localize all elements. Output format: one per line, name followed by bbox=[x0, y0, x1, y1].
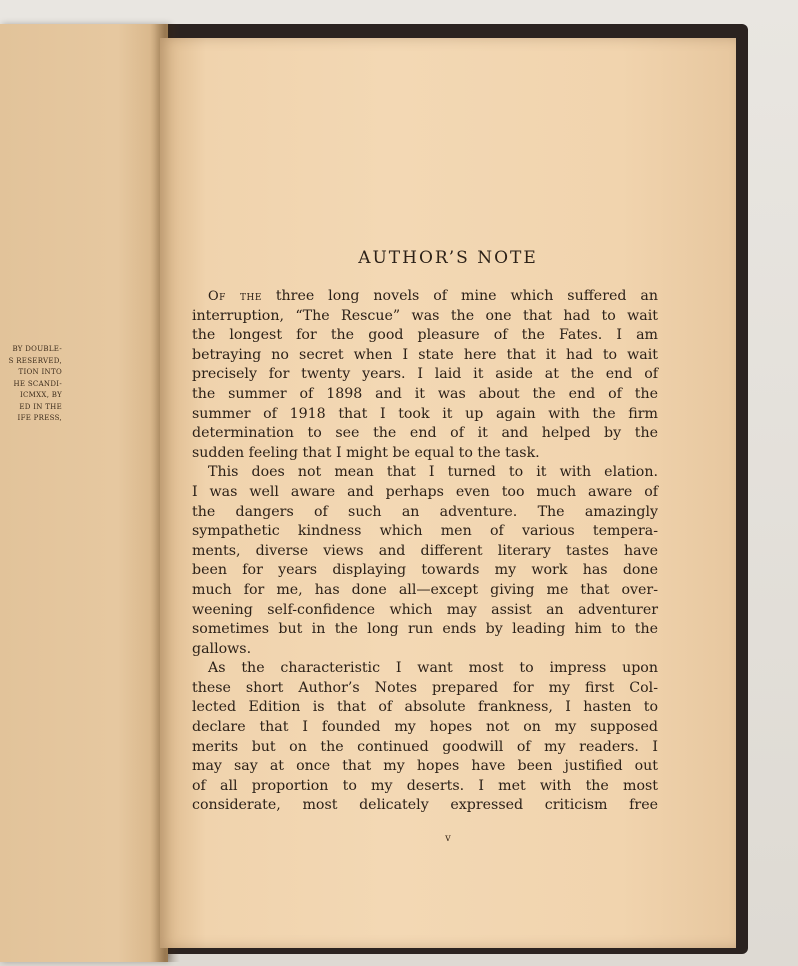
text-line: merits but on the continued goodwill of my readers. I bbox=[192, 738, 658, 755]
paragraph-1 bbox=[192, 287, 658, 463]
text-line: Of the three long novels of mine which suffered an bbox=[208, 288, 658, 304]
text-line: betraying no secret when I state here that it had to wait bbox=[192, 346, 658, 363]
imprint-line: TION INTO bbox=[18, 368, 62, 376]
text-line: declare that I founded my hopes not on my supposed bbox=[192, 719, 658, 736]
imprint-line: ICMXX, BY bbox=[19, 391, 62, 399]
page-title: AUTHOR’S NOTE bbox=[358, 248, 538, 268]
text-line: the dangers of such an adventure. The amazingly bbox=[192, 503, 658, 520]
text-line: gallows. bbox=[192, 640, 252, 657]
paragraph-2 bbox=[192, 463, 658, 659]
text-line: sympathetic kindness which men of various tempera- bbox=[192, 523, 658, 540]
text-line: these short Author’s Notes prepared for my first Col- bbox=[192, 679, 658, 696]
text-line: interruption, “The Rescue” was the one that had to wait bbox=[192, 307, 658, 324]
text-line: This does not mean that I turned to it with elation. bbox=[208, 464, 658, 481]
text-line: As the characteristic I want most to impress upon bbox=[208, 660, 658, 677]
text-line: sudden feeling that I might be equal to the task. bbox=[192, 444, 540, 461]
imprint-line: HE SCANDI- bbox=[13, 379, 62, 388]
text-line: summer of 1918 that I took it up again with the firm bbox=[192, 405, 658, 422]
text-line: determination to see the end of it and helped by the bbox=[192, 425, 658, 442]
text-line: the summer of 1898 and it was about the end of the bbox=[192, 385, 658, 402]
text-line: sometimes but in the long run ends by leading him to the bbox=[192, 621, 658, 638]
text-line: I was well aware and perhaps even too much aware of bbox=[192, 483, 658, 500]
text-line: may say at once that my hopes have been justified out bbox=[192, 758, 658, 775]
text-line: much for me, has done all—except giving me that over- bbox=[192, 581, 658, 598]
text-line: been for years displaying towards my work has done bbox=[192, 562, 658, 579]
text-line: the longest for the good pleasure of the Fates. I am bbox=[192, 327, 658, 344]
text-line: lected Edition is that of absolute frankness, I hasten to bbox=[192, 699, 658, 716]
imprint-line: BY DOUBLE- bbox=[12, 345, 62, 353]
book-cover bbox=[0, 24, 748, 954]
imprint-line: S RESERVED, bbox=[8, 356, 62, 365]
body-text bbox=[192, 287, 658, 816]
text-line: weening self-confidence which may assist an adventurer bbox=[192, 601, 658, 618]
imprint-line: ED IN THE bbox=[19, 402, 62, 411]
text-line: of all proportion to my deserts. I met with the most bbox=[192, 777, 658, 794]
text-line: considerate, most delicately expressed criticism free bbox=[192, 797, 658, 814]
text-line: precisely for twenty years. I laid it aside at the end of bbox=[192, 366, 658, 383]
copyright-imprint bbox=[0, 344, 62, 425]
dropcap-words: Of the bbox=[208, 289, 262, 304]
left-page bbox=[0, 24, 168, 962]
page-number: v bbox=[445, 833, 451, 844]
right-page bbox=[160, 38, 736, 948]
imprint-line: IFE PRESS, bbox=[17, 414, 62, 422]
paragraph-3 bbox=[192, 659, 658, 816]
text-line: ments, diverse views and different literary tastes have bbox=[192, 542, 658, 559]
